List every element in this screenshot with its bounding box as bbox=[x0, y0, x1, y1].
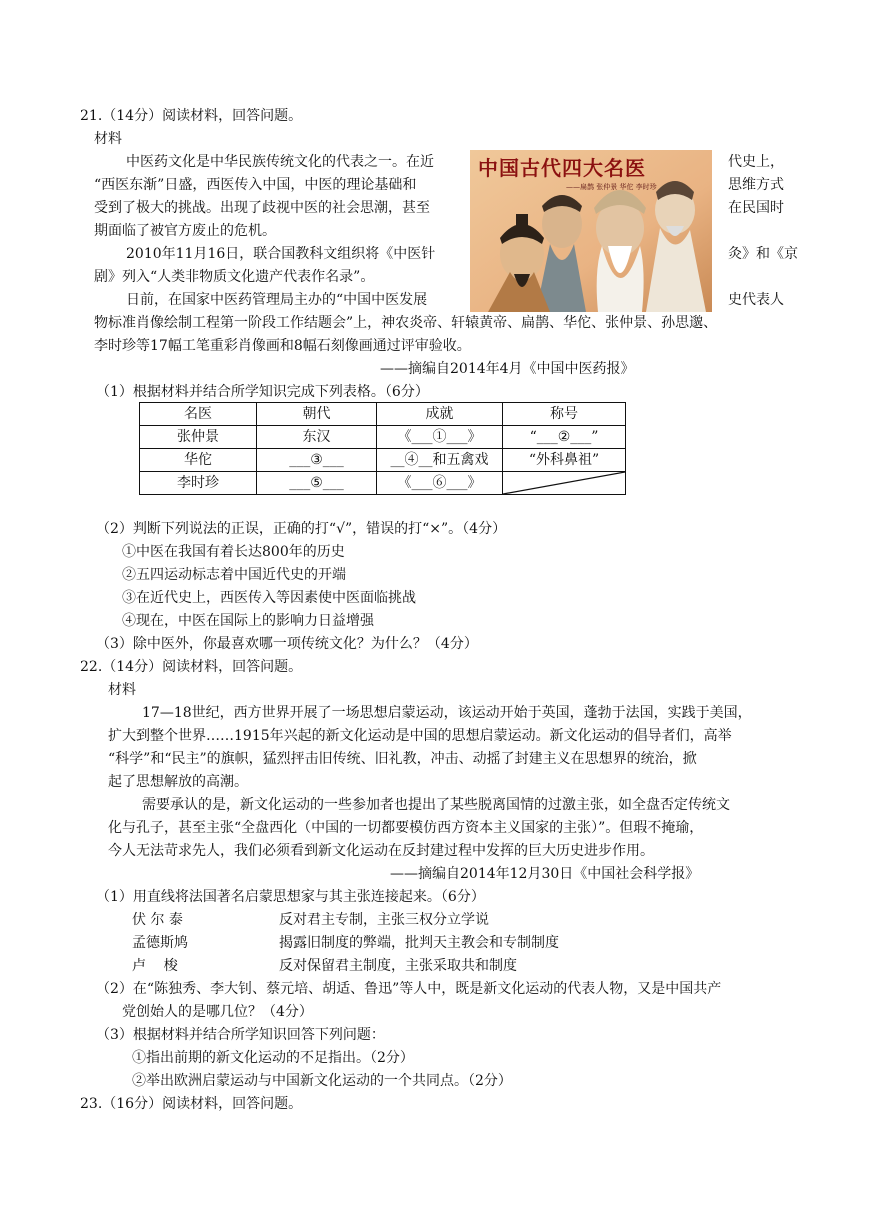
table-cell: 张仲景 bbox=[140, 426, 257, 449]
table-cell: 东汉 bbox=[257, 426, 377, 449]
q21-p3-line3: 李时珍等17幅工笔重彩肖像画和8幅石刻像画通过评审验收。 bbox=[94, 338, 471, 354]
table-cell: 华佗 bbox=[140, 449, 257, 472]
q21-q2-item4: ④现在，中医在国际上的影响力日益增强 bbox=[122, 613, 374, 629]
q21-p3-line2: 物标准肖像绘制工程第一阶段工作结题会”上，神农炎帝、轩辕黄帝、扁鹊、华佗、张仲景、孙思邈、 bbox=[94, 315, 718, 331]
q22-q3-item1: ①指出前期的新文化运动的不足指出。（2分） bbox=[132, 1050, 414, 1066]
q21-p1-line1-left: 中医药文化是中华民族传统文化的代表之一。在近 bbox=[126, 154, 434, 170]
q21-q2-item2: ②五四运动标志着中国近代史的开端 bbox=[122, 567, 346, 583]
image-title: 中国古代四大名医 bbox=[478, 156, 646, 180]
q21-q1: （1）根据材料并结合所学知识完成下列表格。（6分） bbox=[96, 384, 429, 400]
q21-p1-line3-left: 受到了极大的挑战。出现了歧视中医的社会思潮，甚至 bbox=[94, 200, 430, 216]
q22-q3-item2: ②举出欧洲启蒙运动与中国新文化运动的一个共同点。（2分） bbox=[132, 1073, 512, 1089]
table-cell: ___③___ bbox=[257, 449, 377, 472]
q22-p1-line1: 17—18世纪，西方世界开展了一场思想启蒙运动，该运动开始于英国，蓬勃于法国，实践于美国， bbox=[142, 705, 752, 721]
table-cell: 李时珍 bbox=[140, 472, 257, 495]
q21-q2: （2）判断下列说法的正误，正确的打“√”，错误的打“×”。（4分） bbox=[96, 521, 507, 537]
q21-p1-line3-right: 在民国时 bbox=[728, 200, 784, 216]
q22-p2-line2: 化与孔子，甚至主张“全盘西化（中国的一切都要模仿西方资本主义国家的主张）”。但瑕不掩瑜， bbox=[108, 820, 704, 836]
table-header: 名医 bbox=[140, 403, 257, 426]
diagonal-slash bbox=[503, 472, 625, 494]
q21-source: ——摘编自2014年4月《中国中医药报》 bbox=[380, 361, 635, 377]
match-claim: 反对君主专制，主张三权分立学说 bbox=[279, 912, 489, 928]
table-cell: 《___①___》 bbox=[377, 426, 503, 449]
q22-p1-line3: “科学”和“民主”的旗帜，猛烈抨击旧传统、旧礼教，冲击、动摇了封建主义在思想界的统治，掀 bbox=[108, 751, 697, 767]
table-row bbox=[140, 426, 626, 449]
q22-q2-line1: （2）在“陈独秀、李大钊、蔡元培、胡适、鲁迅”等人中，既是新文化运动的代表人物，又是中国共产 bbox=[96, 981, 722, 997]
q22-source: ——摘编自2014年12月30日《中国社会科学报》 bbox=[390, 866, 700, 882]
table-row bbox=[140, 472, 626, 495]
table-cell: “外科鼻祖” bbox=[503, 449, 626, 472]
q22-material-label: 材料 bbox=[108, 682, 136, 698]
q21-q3: （3）除中医外，你最喜欢哪一项传统文化？为什么？（4分） bbox=[96, 636, 478, 652]
q21-header: 21.（14分）阅读材料，回答问题。 bbox=[80, 108, 303, 124]
table-cell: 《___⑥___》 bbox=[377, 472, 503, 495]
q22-q2-line2: 党创始人的是哪几位？（4分） bbox=[122, 1004, 313, 1020]
q21-p2-line1-left: 2010年11月16日，联合国教科文组织将《中医针 bbox=[126, 246, 436, 262]
q22-q1: （1）用直线将法国著名启蒙思想家与其主张连接起来。（6分） bbox=[96, 889, 485, 905]
q22-p1-line4: 起了思想解放的高潮。 bbox=[108, 774, 248, 790]
q21-p1-line1-right: 代史上， bbox=[728, 154, 784, 170]
q21-p3-line1-right: 史代表人 bbox=[728, 292, 784, 308]
match-thinker: 卢 梭 bbox=[132, 958, 178, 974]
table-cell: __④__和五禽戏 bbox=[377, 449, 503, 472]
q21-p1-line2-right: 思维方式 bbox=[728, 177, 784, 193]
q21-p2-line1-right: 灸》和《京 bbox=[728, 246, 798, 262]
q21-p2-line2: 剧》列入“人类非物质文化遗产代表作名录”。 bbox=[94, 269, 375, 285]
q21-q2-item1: ①中医在我国有着长达800年的历史 bbox=[122, 544, 345, 560]
q23-header: 23.（16分）阅读材料，回答问题。 bbox=[80, 1096, 303, 1112]
match-thinker: 孟德斯鸠 bbox=[132, 935, 188, 951]
four-doctors-illustration bbox=[470, 150, 712, 312]
table-cell: “___②___” bbox=[503, 426, 626, 449]
q22-p2-line3: 今人无法苛求先人，我们必须看到新文化运动在反封建过程中发挥的巨大历史进步作用。 bbox=[108, 843, 654, 859]
match-claim: 揭露旧制度的弊端，批判天主教会和专制制度 bbox=[279, 935, 559, 951]
table-header: 成就 bbox=[377, 403, 503, 426]
table-header-row bbox=[140, 403, 626, 426]
table-cell-slashed bbox=[503, 472, 626, 495]
match-claim: 反对保留君主制度，主张采取共和制度 bbox=[279, 958, 517, 974]
q22-p2-line1: 需要承认的是，新文化运动的一些参加者也提出了某些脱离国情的过激主张，如全盘否定传统文 bbox=[142, 797, 730, 813]
q21-material-label: 材料 bbox=[94, 131, 122, 147]
table-header: 称号 bbox=[503, 403, 626, 426]
q21-q2-item3: ③在近代史上，西医传入等因素使中医面临挑战 bbox=[122, 590, 416, 606]
image-subtitle: ——扁鹊 张仲景 华佗 李时珍 bbox=[566, 183, 657, 191]
q22-q3: （3）根据材料并结合所学知识回答下列问题： bbox=[96, 1027, 385, 1043]
q21-p1-line2-left: “西医东渐”日盛，西医传入中国，中医的理论基础和 bbox=[94, 177, 417, 193]
q21-p3-line1-left: 日前，在国家中医药管理局主办的“中国中医发展 bbox=[126, 292, 428, 308]
q22-p1-line2: 扩大到整个世界……1915年兴起的新文化运动是中国的思想启蒙运动。新文化运动的倡导者们，高举 bbox=[108, 728, 732, 744]
table-cell: ___⑤___ bbox=[257, 472, 377, 495]
q22-header: 22.（14分）阅读材料，回答问题。 bbox=[80, 659, 303, 675]
match-thinker: 伏 尔 泰 bbox=[132, 912, 183, 928]
table-row bbox=[140, 449, 626, 472]
table-header: 朝代 bbox=[257, 403, 377, 426]
q21-p1-line4: 期面临了被官方废止的危机。 bbox=[94, 223, 276, 239]
doctors-table bbox=[139, 402, 626, 495]
